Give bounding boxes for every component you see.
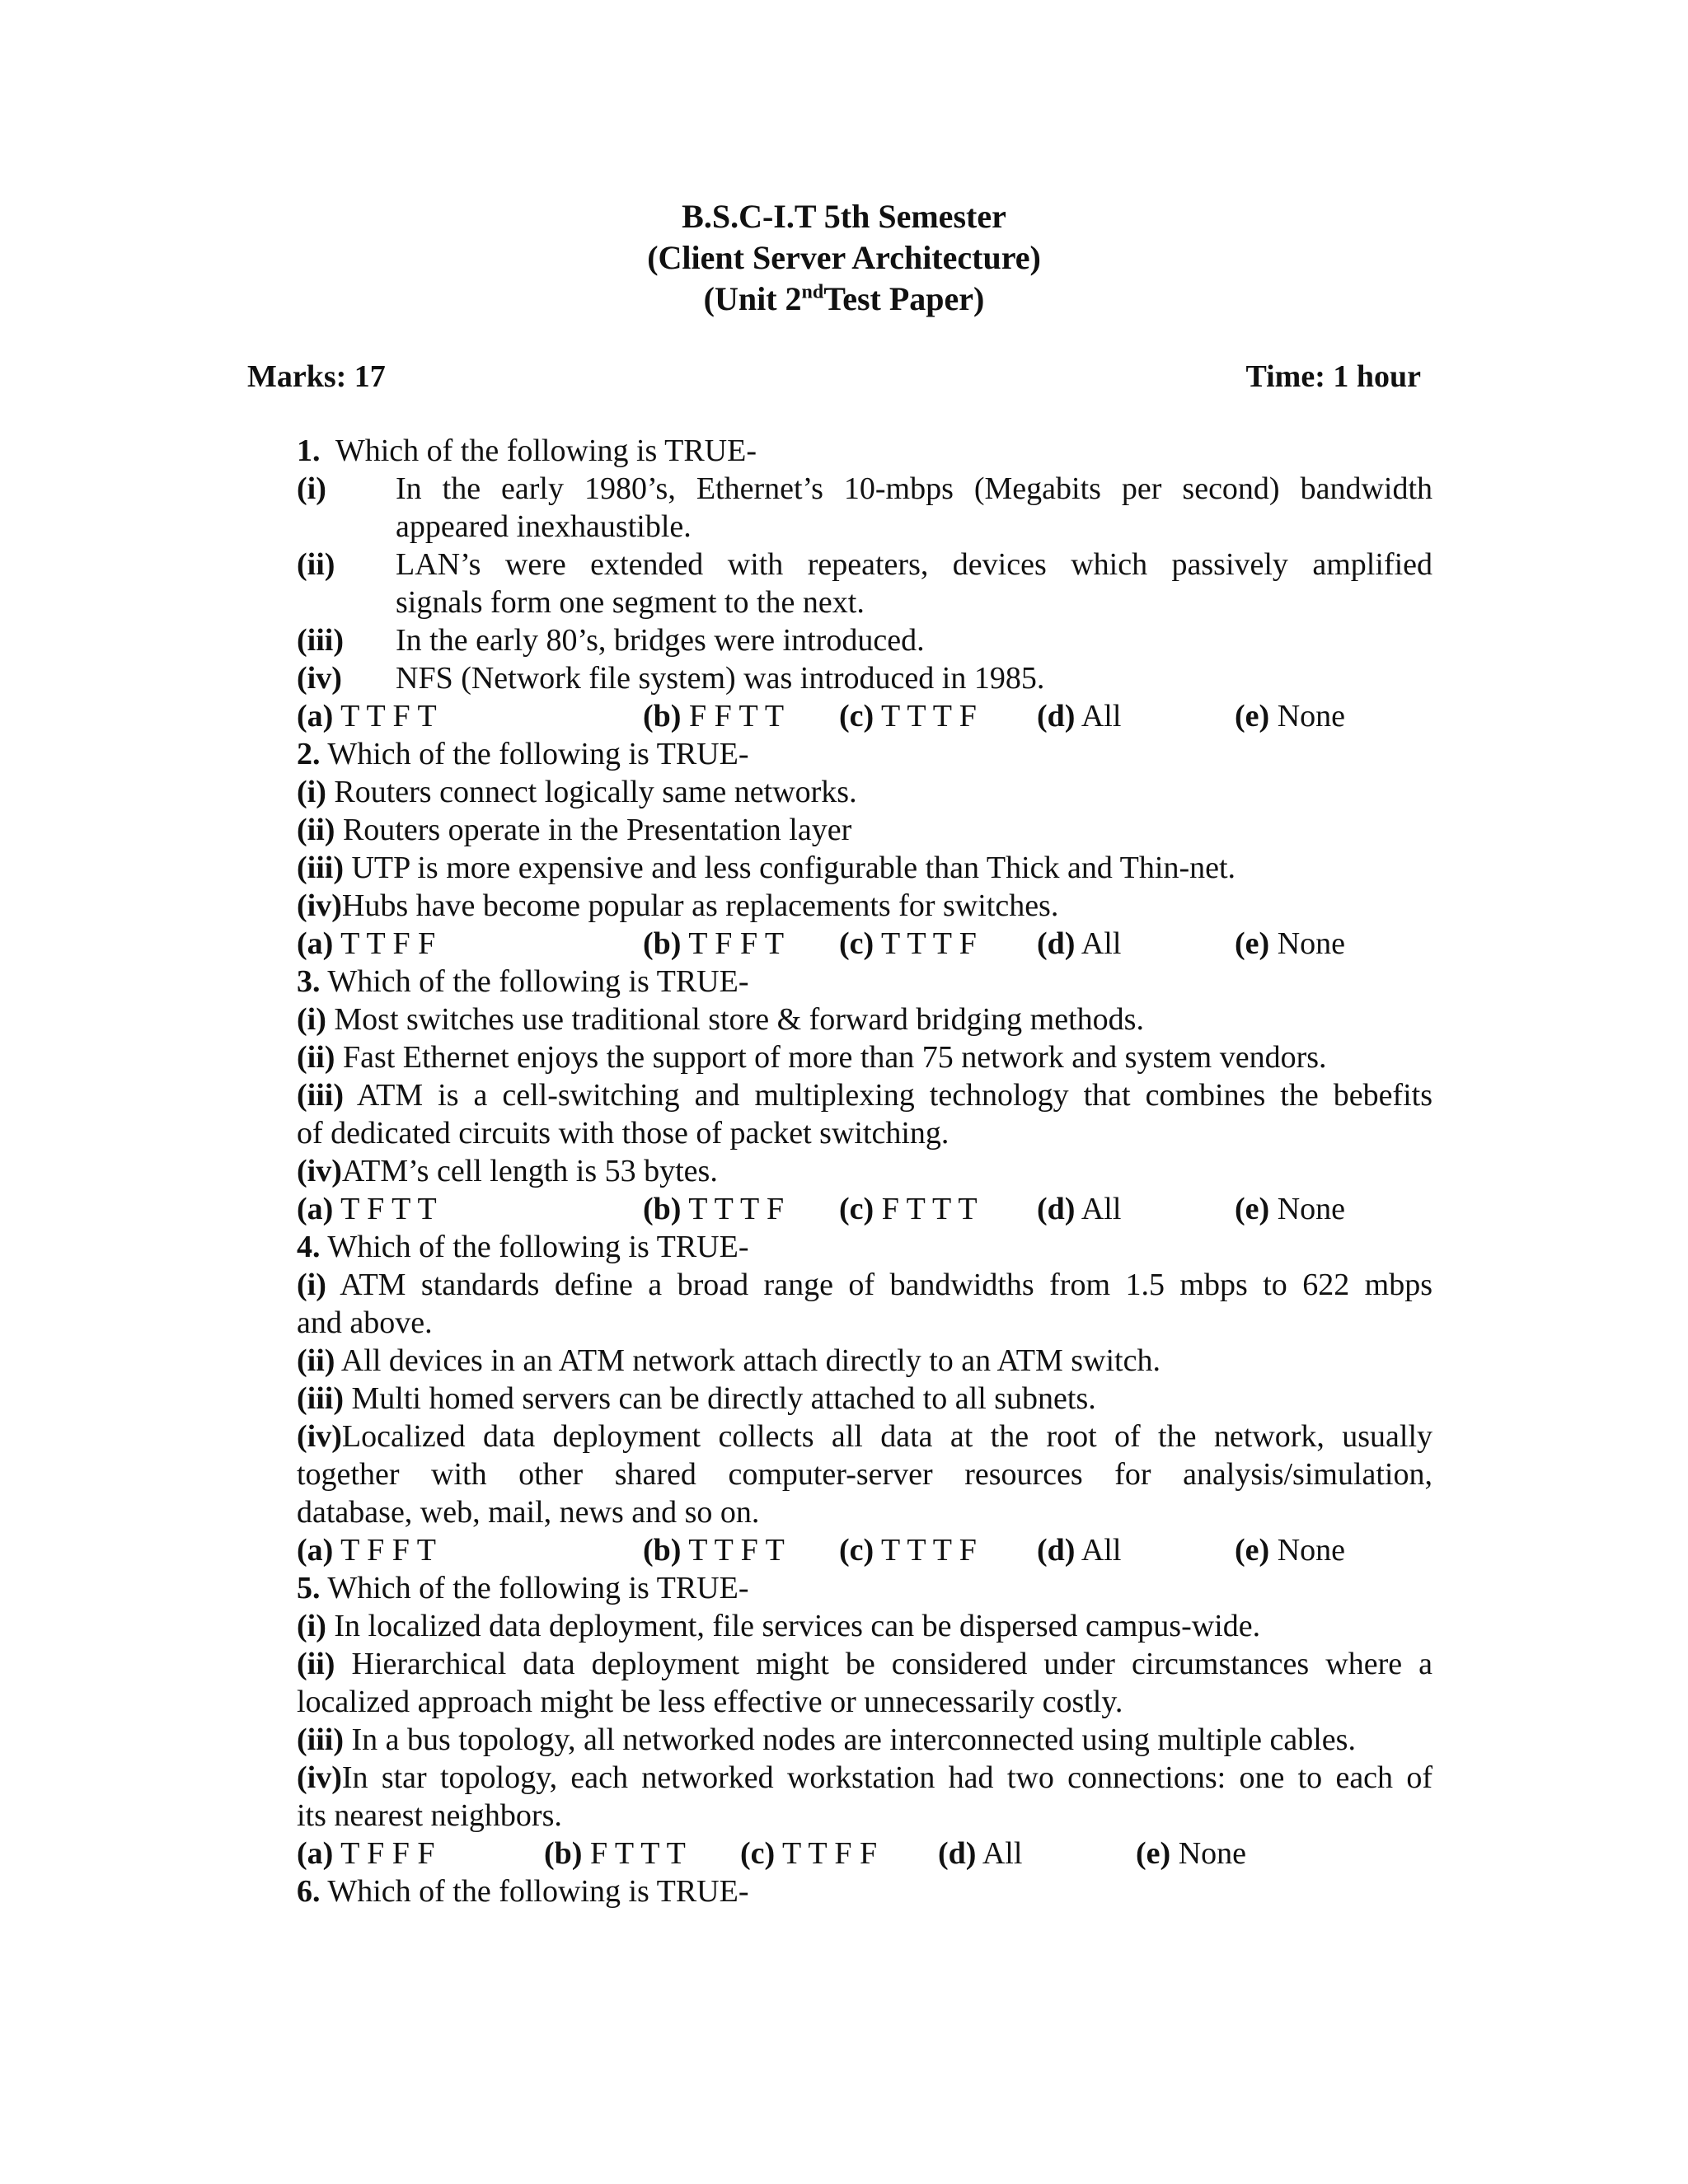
question-3-item-iii-cont: of dedicated circuits with those of packet switching. [297, 1116, 950, 1151]
question-5-item-iii: (iii) In a bus topology, all networked nodes are interconnected using multiple cables. [297, 1722, 1356, 1757]
option-e: (e) None [1235, 1192, 1345, 1226]
question-2-item-iii: (iii) UTP is more expensive and less configurable than Thick and Thin-net. [297, 851, 1236, 885]
question-4-item-ii: (ii) All devices in an ATM network attach directly to an ATM switch. [297, 1343, 1160, 1378]
question-3-item-iv: (iv)ATM’s cell length is 53 bytes. [297, 1154, 718, 1188]
option-c: (c) T T T F [839, 699, 977, 733]
option-c: (c) T T T F [839, 1533, 977, 1568]
question-5-options [297, 1835, 1432, 1872]
paper-header [0, 196, 1688, 320]
option-c: (c) T T T F [839, 926, 977, 961]
option-c: (c) F T T T [839, 1192, 978, 1226]
question-2-options [297, 925, 1432, 963]
question-5-item-ii-cont: localized approach might be less effective or unnecessarily costly. [297, 1685, 1123, 1719]
option-e: (e) None [1235, 1533, 1345, 1568]
paper-title: (Unit 2ndTest Paper) [703, 280, 985, 317]
question-3-options [297, 1190, 1432, 1228]
option-a: (a) T T F T [297, 699, 437, 733]
option-d: (d) All [1037, 699, 1122, 733]
question-1-stem: 1. Which of the following is TRUE- [297, 434, 757, 468]
option-e: (e) None [1235, 926, 1345, 961]
question-5-item-iv: (iv)In star topology, each networked workstation had two connections: one to each of [297, 1760, 1432, 1795]
option-c: (c) T T F F [740, 1836, 878, 1871]
option-b: (b) F T T T [544, 1836, 686, 1871]
question-2-item-i: (i) Routers connect logically same networks. [297, 775, 857, 809]
question-1-item-i: (i) In the early 1980’s, Ethernet’s 10-mbps (Megabits per second) bandwidth appeared inexhaustible. [297, 471, 1432, 544]
question-1-item-ii: (ii) LAN’s were extended with repeaters, devices which passively amplified signals form one segment to the next. [297, 547, 1432, 620]
question-5-item-i: (i) In localized data deployment, file services can be dispersed campus-wide. [297, 1609, 1261, 1643]
question-2-stem: 2. Which of the following is TRUE- [297, 737, 749, 771]
option-d: (d) All [1037, 1192, 1122, 1226]
course-title: B.S.C-I.T 5th Semester [682, 198, 1006, 235]
question-2-item-iv: (iv)Hubs have become popular as replacements for switches. [297, 888, 1059, 923]
question-4-item-iv-cont-2: database, web, mail, news and so on. [297, 1495, 760, 1530]
question-4-stem: 4. Which of the following is TRUE- [297, 1230, 749, 1264]
question-3-item-ii: (ii) Fast Ethernet enjoys the support of more than 75 network and system vendors. [297, 1040, 1327, 1075]
question-2-item-ii: (ii) Routers operate in the Presentation layer [297, 813, 852, 847]
option-e: (e) None [1136, 1836, 1246, 1871]
option-b: (b) T F F T [643, 926, 785, 961]
option-e: (e) None [1235, 699, 1345, 733]
question-3-stem: 3. Which of the following is TRUE- [297, 964, 749, 999]
option-b: (b) T T T F [643, 1192, 785, 1226]
question-4-item-iv-cont: together with other shared computer-server resources for analysis/simulation, [297, 1457, 1432, 1492]
questions-body [297, 432, 1432, 1910]
question-5-stem: 5. Which of the following is TRUE- [297, 1571, 749, 1605]
question-3-item-i: (i) Most switches use traditional store & forward bridging methods. [297, 1002, 1144, 1037]
question-3-item-iii: (iii) ATM is a cell-switching and multiplexing technology that combines the bebefits [297, 1078, 1432, 1113]
option-d: (d) All [1037, 926, 1122, 961]
option-a: (a) T F F T [297, 1533, 436, 1568]
question-4-item-i: (i) ATM standards define a broad range of bandwidths from 1.5 mbps to 622 mbps [297, 1268, 1433, 1302]
option-d: (d) All [938, 1836, 1023, 1871]
option-d: (d) All [1037, 1533, 1122, 1568]
question-5-item-ii: (ii) Hierarchical data deployment might be considered under circumstances where a [297, 1647, 1433, 1681]
option-a: (a) T F T T [297, 1192, 437, 1226]
option-b: (b) F F T T [643, 699, 785, 733]
time-label: Time: 1 hour [1245, 359, 1421, 394]
question-5-item-iv-cont: its nearest neighbors. [297, 1798, 562, 1833]
question-1-item-iv: (iv) NFS (Network file system) was introduced in 1985. [297, 661, 1045, 696]
option-a: (a) T T F F [297, 926, 436, 961]
option-b: (b) T T F T [643, 1533, 785, 1568]
question-6-stem: 6. Which of the following is TRUE- [297, 1874, 749, 1909]
marks-label: Marks: 17 [247, 359, 386, 394]
question-1-options [297, 697, 1432, 735]
question-4-item-i-cont: and above. [297, 1305, 433, 1340]
question-4-item-iii: (iii) Multi homed servers can be directly attached to all subnets. [297, 1381, 1096, 1416]
question-4-item-iv: (iv)Localized data deployment collects all data at the root of the network, usually [297, 1419, 1432, 1454]
question-1-item-iii: (iii) In the early 80’s, bridges were introduced. [297, 623, 925, 658]
subject-title: (Client Server Architecture) [647, 239, 1041, 276]
question-4-options [297, 1531, 1432, 1569]
option-a: (a) T F F F [297, 1836, 435, 1871]
